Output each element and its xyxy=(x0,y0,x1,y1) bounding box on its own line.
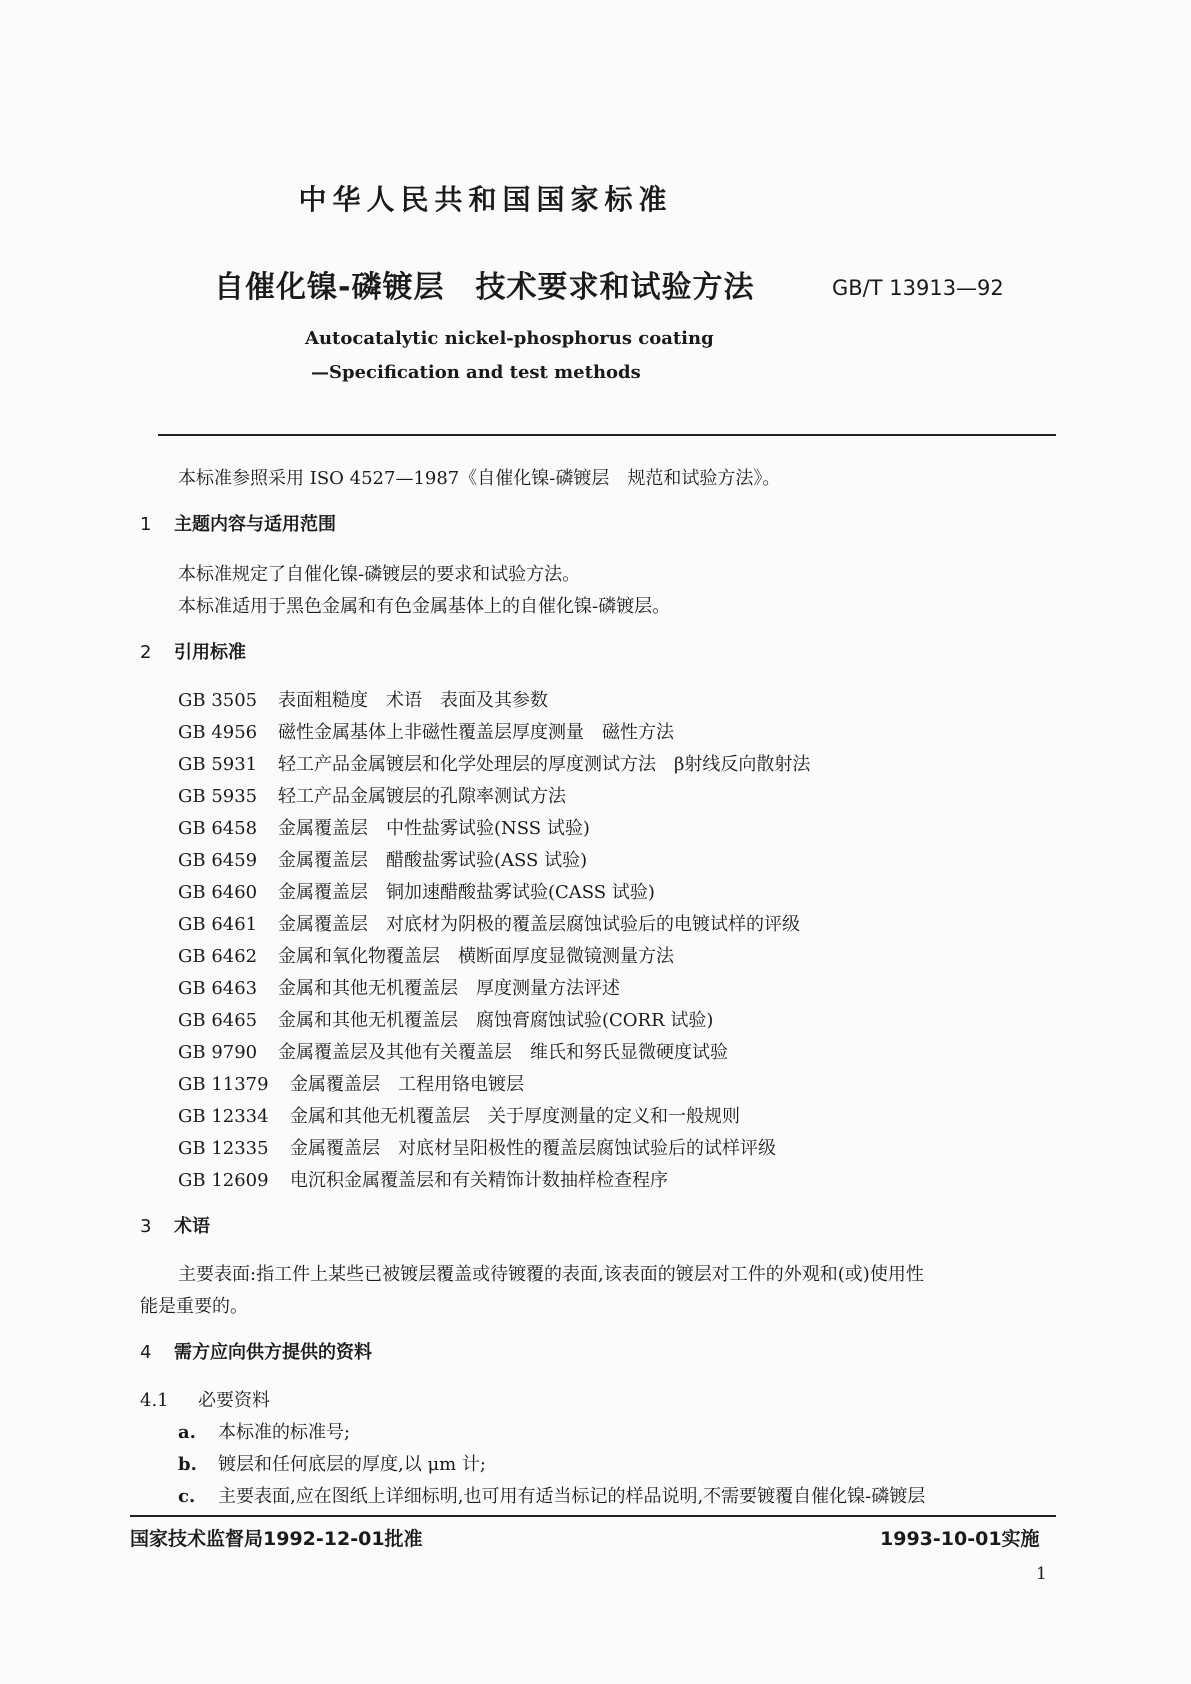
reference-code: GB 6463 xyxy=(178,978,258,999)
document-title-cn: 自催化镍-磷镀层 技术要求和试验方法 xyxy=(214,270,755,305)
subsection-title: 必要资料 xyxy=(198,1390,270,1411)
reference-code: GB 12609 xyxy=(178,1170,269,1191)
reference-code: GB 6459 xyxy=(178,850,258,871)
approval-info: 国家技术监督局1992-12-01批准 xyxy=(130,1528,423,1550)
reference-code: GB 9790 xyxy=(178,1042,258,1063)
reference-title: 轻工产品金属镀层和化学处理层的厚度测试方法 β射线反向散射法 xyxy=(278,754,811,775)
reference-item xyxy=(178,910,800,936)
reference-code: GB 6462 xyxy=(178,946,258,967)
item-label: a. xyxy=(178,1422,196,1443)
reference-code: GB 5931 xyxy=(178,754,258,775)
reference-item xyxy=(178,1134,776,1160)
item-label: b. xyxy=(178,1454,197,1475)
section-number: 4 xyxy=(140,1342,152,1363)
reference-code: GB 6460 xyxy=(178,882,258,903)
document-title-en-line1: Autocatalytic nickel-phosphorus coating xyxy=(305,328,714,349)
item-text: 主要表面,应在图纸上详细标明,也可用有适当标记的样品说明,不需要镀覆自催化镍-磷镀层 xyxy=(218,1486,926,1507)
reference-title: 轻工产品金属镀层的孔隙率测试方法 xyxy=(278,786,566,807)
reference-code: GB 6465 xyxy=(178,1010,258,1031)
item-label: c. xyxy=(178,1486,196,1507)
reference-code: GB 4956 xyxy=(178,722,258,743)
top-divider xyxy=(158,434,1056,436)
section-1-paragraph-2: 本标准适用于黑色金属和有色金属基体上的自催化镍-磷镀层。 xyxy=(178,596,671,617)
national-standard-heading: 中华人民共和国国家标准 xyxy=(298,183,673,216)
subsection-number: 4.1 xyxy=(140,1390,169,1411)
reference-title: 金属覆盖层 醋酸盐雾试验(ASS 试验) xyxy=(278,850,588,871)
section-1-paragraph-1: 本标准规定了自催化镍-磷镀层的要求和试验方法。 xyxy=(178,564,581,585)
item-text: 本标准的标准号; xyxy=(218,1422,351,1443)
reference-title: 金属和其他无机覆盖层 关于厚度测量的定义和一般规则 xyxy=(290,1106,740,1127)
reference-item xyxy=(178,718,674,744)
requirement-item xyxy=(178,1482,925,1508)
section-number: 3 xyxy=(140,1216,152,1237)
section-3-line-1: 主要表面:指工件上某些已被镀层覆盖或待镀覆的表面,该表面的镀层对工件的外观和(或)使用性 xyxy=(178,1264,924,1285)
section-3-line-2: 能是重要的。 xyxy=(140,1296,248,1317)
reference-title: 金属覆盖层 对底材为阴极的覆盖层腐蚀试验后的电镀试样的评级 xyxy=(278,914,800,935)
reference-item xyxy=(178,1102,740,1128)
section-title: 术语 xyxy=(174,1216,210,1237)
reference-item xyxy=(178,846,587,872)
reference-title: 表面粗糙度 术语 表面及其参数 xyxy=(278,690,548,711)
reference-title: 电沉积金属覆盖层和有关精饰计数抽样检查程序 xyxy=(290,1170,668,1191)
reference-title: 金属覆盖层 对底材呈阳极性的覆盖层腐蚀试验后的试样评级 xyxy=(290,1138,776,1159)
reference-title: 金属和氧化物覆盖层 横断面厚度显微镜测量方法 xyxy=(278,946,674,967)
reference-item xyxy=(178,1070,524,1096)
reference-code: GB 12335 xyxy=(178,1138,269,1159)
section-4-heading xyxy=(140,1338,372,1364)
reference-item xyxy=(178,814,590,840)
reference-title: 金属覆盖层 中性盐雾试验(NSS 试验) xyxy=(278,818,590,839)
reference-code: GB 3505 xyxy=(178,690,258,711)
reference-code: GB 6458 xyxy=(178,818,258,839)
requirement-item xyxy=(178,1450,486,1476)
reference-code: GB 12334 xyxy=(178,1106,269,1127)
document-title-en-line2: —Specification and test methods xyxy=(311,362,641,383)
reference-code: GB 11379 xyxy=(178,1074,269,1095)
section-title: 主题内容与适用范围 xyxy=(174,514,336,535)
reference-code: GB 5935 xyxy=(178,786,258,807)
subsection-4-1-heading xyxy=(140,1386,270,1412)
reference-item xyxy=(178,1166,668,1192)
reference-item xyxy=(178,686,548,712)
reference-title: 金属覆盖层 工程用铬电镀层 xyxy=(290,1074,524,1095)
section-2-heading xyxy=(140,638,246,664)
section-title: 需方应向供方提供的资料 xyxy=(174,1342,372,1363)
section-1-heading xyxy=(140,510,336,536)
reference-title: 金属覆盖层及其他有关覆盖层 维氏和努氏显微硬度试验 xyxy=(278,1042,728,1063)
bottom-divider xyxy=(130,1515,1056,1517)
reference-item xyxy=(178,878,655,904)
effective-date: 1993-10-01实施 xyxy=(880,1528,1040,1550)
reference-item xyxy=(178,782,566,808)
section-3-heading xyxy=(140,1212,210,1238)
reference-title: 金属和其他无机覆盖层 厚度测量方法评述 xyxy=(278,978,620,999)
intro-paragraph: 本标准参照采用 ISO 4527—1987《自催化镍-磷镀层 规范和试验方法》。 xyxy=(178,468,781,489)
reference-item xyxy=(178,750,810,776)
reference-item xyxy=(178,1006,713,1032)
section-title: 引用标准 xyxy=(174,642,246,663)
reference-code: GB 6461 xyxy=(178,914,258,935)
item-text: 镀层和任何底层的厚度,以 μm 计; xyxy=(218,1454,486,1475)
standard-code: GB/T 13913—92 xyxy=(832,276,1004,300)
reference-title: 金属覆盖层 铜加速醋酸盐雾试验(CASS 试验) xyxy=(278,882,655,903)
page-number: 1 xyxy=(1036,1564,1047,1584)
reference-item xyxy=(178,974,620,1000)
reference-title: 金属和其他无机覆盖层 腐蚀膏腐蚀试验(CORR 试验) xyxy=(278,1010,714,1031)
section-number: 1 xyxy=(140,514,152,535)
reference-title: 磁性金属基体上非磁性覆盖层厚度测量 磁性方法 xyxy=(278,722,674,743)
section-number: 2 xyxy=(140,642,152,663)
requirement-item xyxy=(178,1418,350,1444)
reference-item xyxy=(178,1038,728,1064)
reference-item xyxy=(178,942,674,968)
